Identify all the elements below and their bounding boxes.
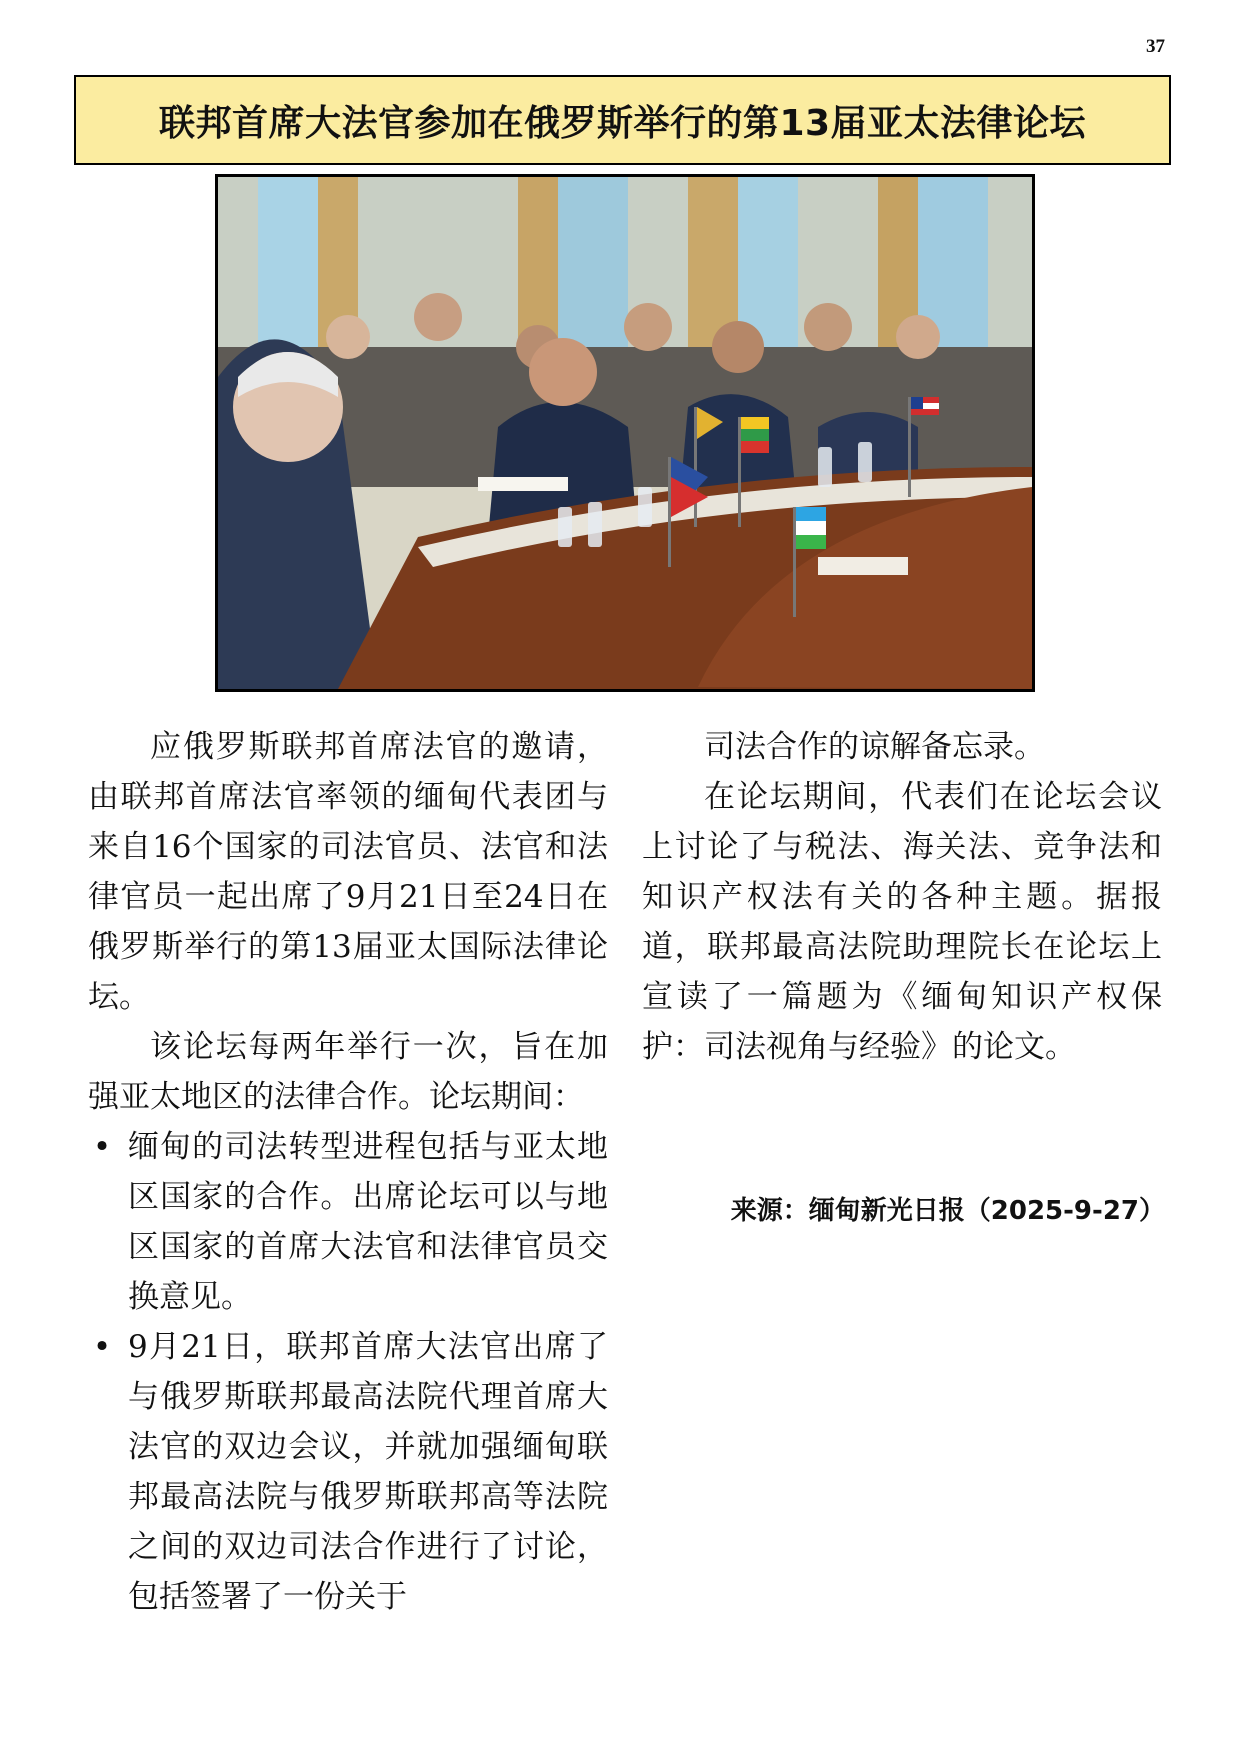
conference-meeting-photo-icon: [218, 177, 1032, 689]
title-box: [74, 75, 1171, 165]
source-citation: 来源：缅甸新光日报（2025-9-27）: [730, 1196, 1165, 1226]
article-photo: [215, 174, 1035, 692]
paragraph-intro: 应俄罗斯联邦首席法官的邀请，由联邦首席法官率领的缅甸代表团与来自16个国家的司法官员、法官和法律官员一起出席了9月21日至24日在俄罗斯举行的第13届亚太国际法律论坛。: [88, 729, 608, 1015]
list-item-text: 缅甸的司法转型进程包括与亚太地区国家的合作。出席论坛可以与地区国家的首席大法官和法律官员交换意见。: [128, 1129, 608, 1315]
left-column: [88, 722, 608, 1622]
page-number: 37: [1146, 36, 1165, 57]
paragraph-discussion: 在论坛期间，代表们在论坛会议上讨论了与税法、海关法、竞争法和知识产权法有关的各种主题。据报道，联邦最高法院助理院长在论坛上宣读了一篇题为《缅甸知识产权保护：司法视角与经验》的论文。: [642, 779, 1162, 1065]
bullet-dot-icon: •: [92, 1329, 112, 1365]
article-title: 联邦首席大法官参加在俄罗斯举行的第13届亚太法律论坛: [158, 102, 1087, 144]
paragraph-continued: 司法合作的谅解备忘录。: [704, 729, 1045, 765]
bullet-dot-icon: •: [92, 1129, 112, 1165]
paragraph-forum: 该论坛每两年举行一次，旨在加强亚太地区的法律合作。论坛期间：: [88, 1029, 608, 1115]
right-column: [642, 722, 1162, 1072]
bullet-list: [88, 1122, 608, 1622]
list-item-text: 9月21日，联邦首席大法官出席了与俄罗斯联邦最高法院代理首席大法官的双边会议，并就加强缅甸联邦最高法院与俄罗斯联邦高等法院之间的双边司法合作进行了讨论，包括签署了一份关于: [128, 1329, 608, 1615]
list-item: [88, 1322, 608, 1622]
list-item: [88, 1122, 608, 1322]
